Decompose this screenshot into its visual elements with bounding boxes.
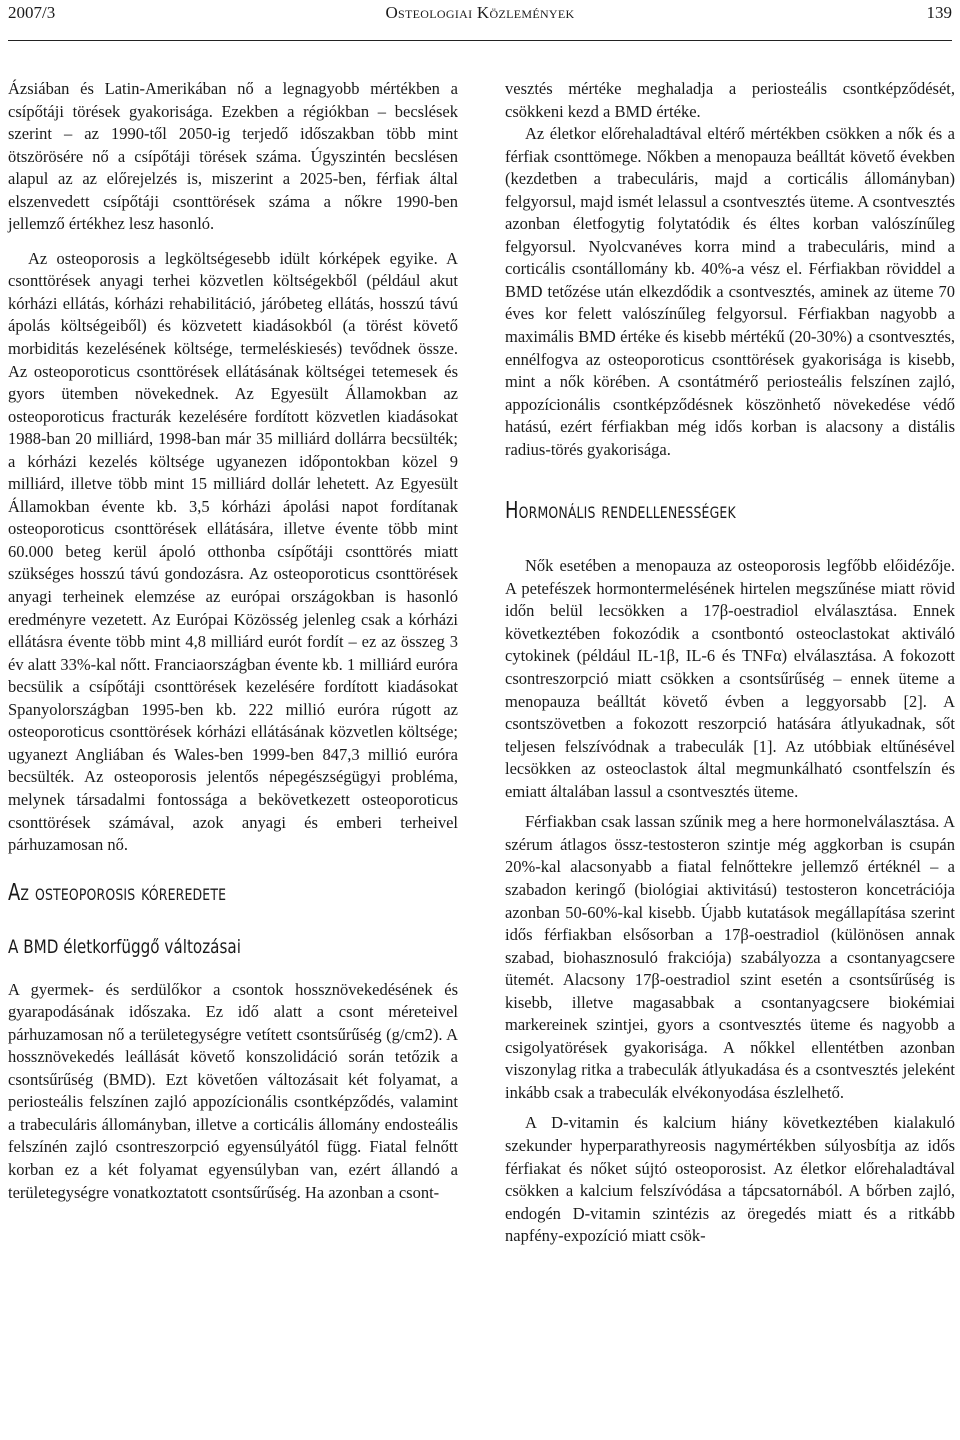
right-column — [505, 78, 955, 1248]
paragraph: Nők esetében a menopauza az osteoporosis legfőbb előidézője. A petefészek hormontermelésének hirtelen megszűnése miatt rövid időn belül lecsökken a 17β-oestradiol elválasztása. Ennek következtében fokozódik a csontbontó osteoclastokat aktiváló cytokinek (például IL-1β, IL-6 és TNFα) elválasztása. A fokozott csontreszorpció miatt csökken a csontsűrűség – ennek üteme a menopauza beálltát követő évben a leggyorsabb [2]. A csontszövetben a fokozott reszorpció hatására átlyukadnak, sőt teljesen felszívódnak a trabeculák [1]. Az utóbbiak eltűnésével lecsökken az osteoclastok által megmunkálható csontfelszín és emiatt általában lassul a csontvesztés üteme. — [505, 556, 955, 801]
subsection-heading: A BMD életkorfüggő változásai — [8, 935, 241, 958]
paragraph: A gyermek- és serdülőkor a csontok hossznövekedésének és gyarapodásának időszaka. Ez idő alatt a csont méreteivel párhuzamosan nő a területegységre vetített csontsűrűség (g/cm2). A hossznövekedés leállását követő konszolidáció során tetőzik a csontsűrűség (BMD). Ezt követően változásait két folyamat, a periosteális felszínen zajló appozícionális csontképződés, valamint a trabeculáris állományban, illetve a corticális állomány endosteális felszínén zajló csontreszorpció egyensúlyától függ. Fiatal felnőtt korban ez a két folyamat egyensúlyban van, ezért állandó a területegységre vonatkoztatott csontsűrűség. Ha azonban a csont- — [8, 979, 458, 1202]
paragraph: vesztés mértéke meghaladja a periosteális csontképződését, csökkeni kezd a BMD értéke. — [505, 79, 955, 121]
section-heading: Az osteoporosis kóreredete — [8, 879, 227, 906]
page-number: 139 — [926, 3, 952, 22]
paragraph: Az osteoporosis a legköltségesebb idült kórképek egyike. A csonttörések anyagi terhei közvetlen költségekből (például akut kórházi ellátás, kórházi rehabilitáció, járóbeteg ellátás, hosszú távú ápolás költségeiből) és közvetett kiadásokból (a törést követő morbiditás kezelésének költsége, termeléskiesés) tevődnek össze. Az osteoporoticus csonttörések ellátásának költségei tetemesek és gyors ütemben növekednek. Az Egyesült Államokban az osteoporoticus fracturák kezelésére fordított közvetlen kiadásokat 1988-ban 20 milliárd, 1998-ban már 35 milliárd dollárra becsülték; a kórházi kezelés költsége ugyanezen időpontokban közel 9 milliárd, illetve több mint 15 milliárd dollár lehetett. Az Egyesült Államokban évente kb. 3,5 kórházi ápolási napot fordítanak osteoporoticus csonttörések ellátására, illetve évente több mint 60.000 beteg kerül ápoló otthonba csípőtáji csonttörés miatt szükséges hosszú távú gondozásra. Az osteoporoticus csonttörések anyagi terheinek elemzése az európai országokban is hasonló eredményre vezetett. Az Európai Közösség jelenleg csak a kórházi ellátásra évente több mint 4,8 milliárd eurót fordít – ez az összeg 3 év alatt 33%-kal nőtt. Franciaországban évente kb. 1 milliárd euróra becsülik a csípőtáji csonttörések kezelésére fordított kiadásokat Spanyolországban 1995-ben kb. 222 millió euróra rúgott az osteoporoticus csonttörések kórházi ellátásának közvetlen költsége; ugyanezt Angliában és Wales-ben 1999-ben 847,3 millió euróra becsülték. Az osteoporosis jelentős népegészségügyi probléma, melynek társadalmi fontossága a bekövetkezett osteoporoticus csonttörések számával, azok anyagi és emberi terheivel párhuzamosan nő. — [8, 248, 458, 855]
paragraph: Férfiakban csak lassan szűnik meg a here hormonelválasztása. A szérum átlagos össz-testosteron szintje még aggkorban is csupán 20%-kal alacsonyabb a fiatal felnőttekre jellemző értéknél – a szabadon keringő (biológiai aktivitású) testosteron koncetrációja azonban 50-60%-kal kisebb. Újabb kutatások megállapítása szerint idős férfiakban elsősorban a 17β-oestradiol (különösen annak szabad, biohasznosuló frakciója) szabályozza a csontanyagcsere ütemét. Alacsony 17β-oestradiol szint esetén a csontsűrűség is kisebb, illetve magasabbak a csontanyagcsere biokémiai markereinek szintjei, gyors a csontvesztés üteme és nagyobb a csigolyatörések gyakorisága. A nőkkel ellentétben azonban viszonylag ritka a trabeculák átlyukadása és a csontvesztés jeleként inkább csak a trabeculák elvékonyodása észlelhető. — [505, 812, 955, 1102]
running-head — [8, 0, 952, 32]
paragraph: A D-vitamin és kalcium hiány következtében kialakuló szekunder hyperparathyreosis nagymértékben súlyosbítja az idős férfiakat és nőket sújtó osteoporosist. Az életkor előrehaladtával csökken a kalcium felszívódása a tápcsatornából. A bőrben zajló, endogén D-vitamin szintézis az öregedés miatt és a ritkább napfény-expozíció miatt csök- — [505, 1113, 955, 1246]
header-divider — [8, 40, 952, 41]
left-column — [8, 78, 458, 1204]
issue-label: 2007/3 — [8, 3, 56, 22]
paragraph: Ázsiában és Latin-Amerikában nő a legnagyobb mértékben a csípőtáji törések gyakorisága. Ezekben a régiókban – becslések szerint – az 1990-től 2050-ig terjedő időszakban több mint ötszörösére nő a csípőtáji törések száma. Úgyszintén becslésen alapul az az előrejelzés is, miszerint a 2025-ben, férfiak által elszenvedett csípőtáji csonttörések száma a nőkre 1990-ben jellemző értékhez lesz hasonló. — [8, 79, 458, 234]
journal-title: Osteologiai Közlemények — [385, 3, 575, 22]
section-heading: Hormonális rendellenességek — [505, 498, 736, 525]
paragraph: Az életkor előrehaladtával eltérő mértékben csökken a nők és a férfiak csonttömege. Nőkben a menopauza beálltát követő években (kezdetben a trabeculáris, majd a corticális állományban) felgyorsul, majd ismét lelassul a csontvesztés üteme. A csontvesztés azonban életfogytig folytatódik és éltes korban valószínűleg felgyorsul. Nyolcvanéves korra mind a trabeculáris, mind a corticális csontállomány kb. 40%-a vész el. Férfiakban röviddel a BMD tetőzése után elkezdődik a csontvesztés, aminek az üteme 70 éves kor felett valószínűleg felgyorsul. Férfiakban nagyobb a maximális BMD értéke és kisebb mértékű (20-30%) a csontvesztés, ennélfogva az osteoporoticus csonttörések gyakorisága is kisebb, mint a nők körében. A csontátmérő periosteális felszínen zajló, appozícionális csontképződésnek köszönhető növekedése védő hatású, ezért férfiakban még idős korban is alacsony a distális radius-törés gyakorisága. — [505, 124, 955, 459]
